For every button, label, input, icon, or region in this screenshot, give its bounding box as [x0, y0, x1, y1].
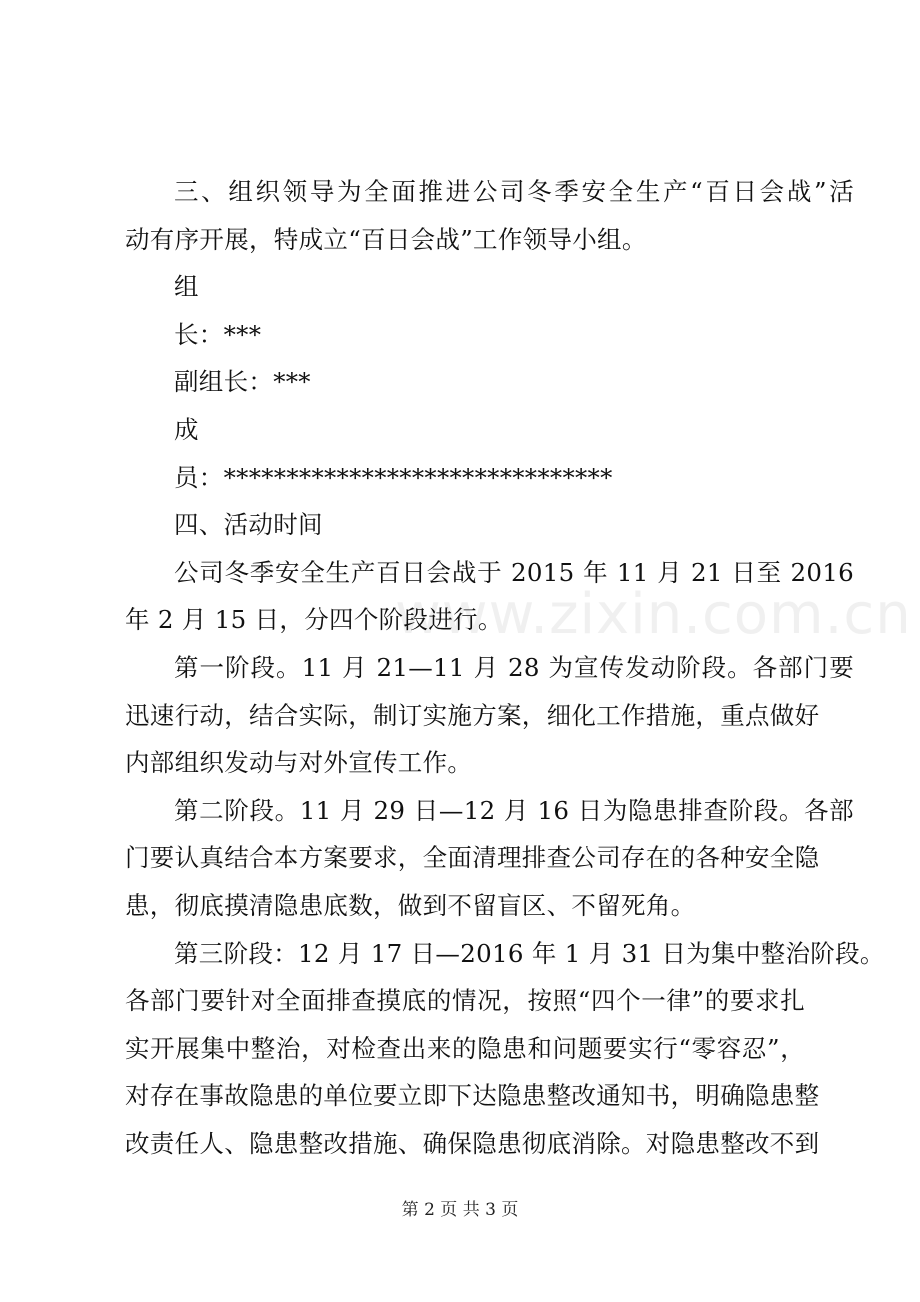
paragraph-line: 实开展集中整治，对检查出来的隐患和问题要实行“零容忍”， [125, 1033, 805, 1063]
paragraph-line: 第二阶段。11 月 29 日—12 月 16 日为隐患排查阶段。各部 [174, 795, 854, 825]
paragraph-line: 员：******************************* [174, 462, 613, 492]
paragraph-line: 对存在事故隐患的单位要立即下达隐患整改通知书，明确隐患整 [125, 1081, 820, 1111]
paragraph-line: 长：*** [174, 319, 262, 349]
paragraph-line: 门要认真结合本方案要求，全面清理排查公司存在的各种安全隐 [125, 843, 820, 873]
paragraph-line: 患，彻底摸清隐患底数，做到不留盲区、不留死角。 [125, 890, 696, 920]
section-heading: 四、活动时间 [174, 510, 323, 540]
paragraph-line: 第一阶段。11 月 21—11 月 28 为宣传发动阶段。各部门要 [174, 652, 854, 682]
paragraph-line: 内部组织发动与对外宣传工作。 [125, 748, 473, 778]
paragraph-line: 公司冬季安全生产百日会战于 2015 年 11 月 21 日至 2016 [174, 557, 854, 587]
paragraph-line: 迅速行动，结合实际，制订实施方案，细化工作措施，重点做好 [125, 700, 820, 730]
page-footer: 第 2 页 共 3 页 [401, 1200, 519, 1220]
paragraph-line: 第三阶段：12 月 17 日—2016 年 1 月 31 日为集中整治阶段。 [174, 938, 885, 968]
paragraph-line: 成 [174, 414, 199, 444]
paragraph-line: 各部门要针对全面排查摸底的情况，按照“四个一律”的要求扎 [125, 986, 805, 1016]
paragraph-line: 动有序开展，特成立“百日会战”工作领导小组。 [125, 224, 647, 254]
paragraph-line: 副组长：*** [174, 367, 311, 397]
paragraph-line: 改责任人、隐患整改措施、确保隐患彻底消除。对隐患整改不到 [125, 1128, 820, 1158]
paragraph-line: 三、组织领导为全面推进公司冬季安全生产“百日会战”活 [174, 177, 854, 206]
paragraph-line: 组 [174, 272, 199, 302]
watermark: www.zixin.com.cn [395, 582, 912, 647]
document-body [125, 168, 885, 1167]
paragraph-line: 年 2 月 15 日，分四个阶段进行。 [125, 605, 503, 635]
